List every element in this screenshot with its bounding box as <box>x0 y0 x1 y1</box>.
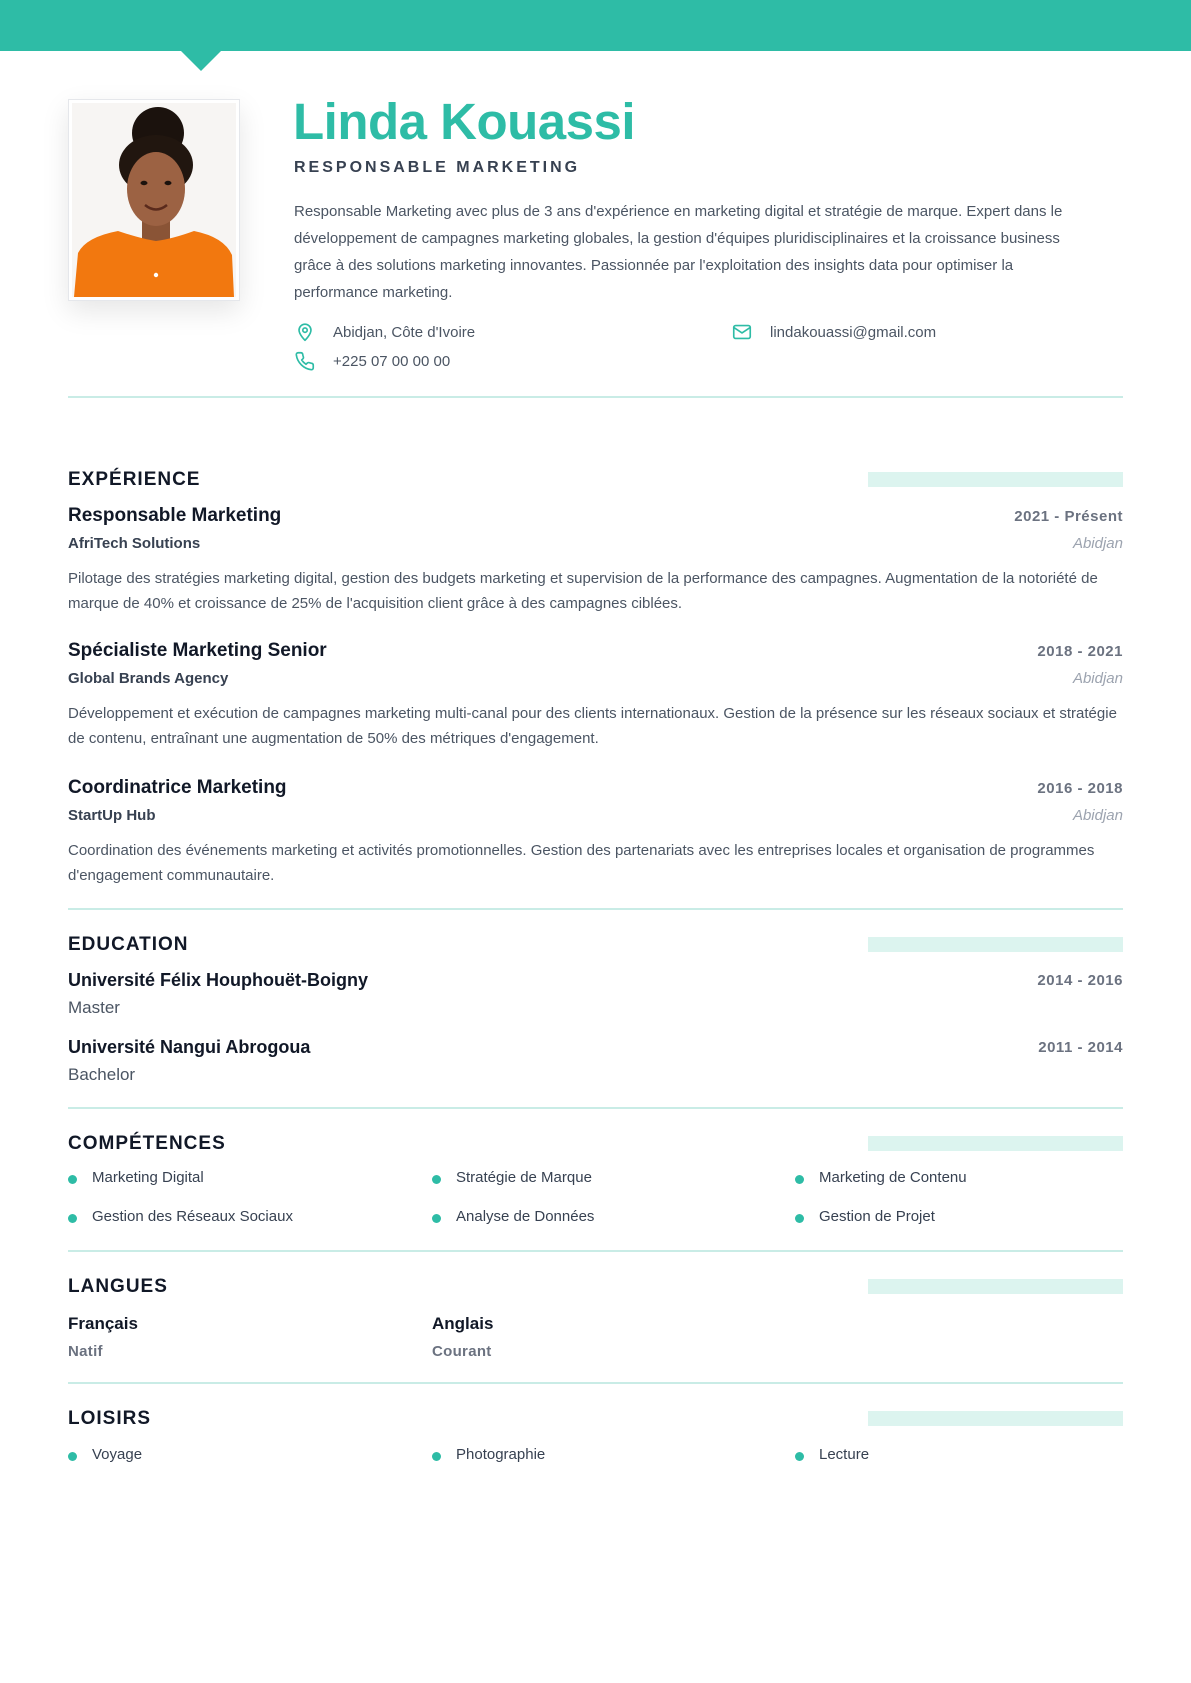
section-accent-bar <box>868 1411 1123 1426</box>
candidate-name: Linda Kouassi <box>293 93 636 150</box>
hobby-item: Lecture <box>795 1446 869 1463</box>
portrait-image <box>72 103 236 297</box>
job-location: Abidjan <box>1072 670 1123 687</box>
job-title: Coordinatrice Marketing <box>68 777 287 798</box>
section-divider <box>68 1382 1123 1384</box>
language-name: Français <box>68 1314 138 1333</box>
section-title-hobbies: LOISIRS <box>68 1408 152 1429</box>
section-accent-bar <box>868 1279 1123 1294</box>
job-location: Abidjan <box>1072 807 1123 824</box>
language-level: Courant <box>432 1343 492 1360</box>
section-title-languages: LANGUES <box>68 1276 168 1297</box>
contact-email <box>731 321 936 343</box>
section-accent-bar <box>868 472 1123 487</box>
skill-item: Marketing Digital <box>68 1169 204 1186</box>
language-name: Anglais <box>432 1314 494 1333</box>
hobby-item: Voyage <box>68 1446 142 1463</box>
mail-icon <box>731 321 753 343</box>
job-company: StartUp Hub <box>68 807 156 824</box>
job-company: Global Brands Agency <box>68 670 229 687</box>
hobby-item: Photographie <box>432 1446 545 1463</box>
phone-text: +225 07 00 00 00 <box>333 352 451 370</box>
section-divider <box>68 908 1123 910</box>
section-accent-bar <box>868 1136 1123 1151</box>
skill-item: Analyse de Données <box>432 1208 594 1225</box>
top-accent-bar <box>0 0 1191 51</box>
section-title-experience: EXPÉRIENCE <box>68 469 201 490</box>
education-degree: Master <box>68 998 120 1017</box>
profile-summary: Responsable Marketing avec plus de 3 ans d'expérience en marketing digital et stratégie de marque. Expert dans le développement de campagnes marketing globales, la gestion d'équipes pluridisciplinaires et la croissance business grâce à des solutions marketing innovantes. Passionnée par l'exploitation des insights data pour optimiser la performance marketing. <box>294 203 1063 301</box>
bullet-dot <box>68 1452 77 1461</box>
education-dates: 2014 - 2016 <box>1037 972 1123 989</box>
bullet-dot <box>68 1214 77 1223</box>
bullet-dot <box>432 1214 441 1223</box>
job-description: Coordination des événements marketing et activités promotionnelles. Gestion des partenariats avec les entreprises locales et organisation de programmes d'engagement communautaire. <box>68 842 1095 884</box>
profile-photo <box>68 99 240 301</box>
phone-icon <box>294 350 316 372</box>
section-divider <box>68 1107 1123 1109</box>
skill-item: Gestion de Projet <box>795 1208 935 1225</box>
bullet-dot <box>795 1214 804 1223</box>
location-text: Abidjan, Côte d'Ivoire <box>333 323 476 341</box>
candidate-role: RESPONSABLE MARKETING <box>294 159 581 176</box>
section-title-education: EDUCATION <box>68 934 189 955</box>
education-school: Université Félix Houphouët-Boigny <box>68 970 369 990</box>
job-description: Pilotage des stratégies marketing digital, gestion des budgets marketing et supervision de la performance des campagnes. Augmentation de la notoriété de marque de 40% et croissance de 25% de l'acquisition client grâce à des campagnes ciblées. <box>68 570 1098 612</box>
education-dates: 2011 - 2014 <box>1038 1039 1123 1056</box>
job-company: AfriTech Solutions <box>68 535 201 552</box>
bullet-dot <box>795 1175 804 1184</box>
contact-location <box>294 321 475 343</box>
bullet-dot <box>432 1452 441 1461</box>
location-pin-icon <box>294 321 316 343</box>
language-level: Natif <box>68 1343 103 1360</box>
job-title: Responsable Marketing <box>68 505 282 526</box>
job-dates: 2021 - Présent <box>1014 508 1123 525</box>
job-dates: 2016 - 2018 <box>1037 780 1123 797</box>
header-divider <box>68 396 1123 398</box>
job-description: Développement et exécution de campagnes marketing multi-canal pour des clients internationaux. Gestion de la présence sur les réseaux sociaux et stratégie de contenu, entraînant une augmentation de 50% des métriques d'engagement. <box>68 705 1117 747</box>
contact-phone <box>294 350 450 372</box>
job-title: Spécialiste Marketing Senior <box>68 640 327 661</box>
education-school: Université Nangui Abrogoua <box>68 1037 311 1057</box>
email-text[interactable]: lindakouassi@gmail.com <box>770 323 937 341</box>
job-dates: 2018 - 2021 <box>1037 643 1123 660</box>
section-title-skills: COMPÉTENCES <box>68 1133 226 1154</box>
skill-item: Gestion des Réseaux Sociaux <box>68 1208 293 1225</box>
section-accent-bar <box>868 937 1123 952</box>
skill-item: Marketing de Contenu <box>795 1169 967 1186</box>
top-bar-notch <box>181 51 221 71</box>
education-degree: Bachelor <box>68 1065 136 1084</box>
job-location: Abidjan <box>1072 535 1123 552</box>
skill-item: Stratégie de Marque <box>432 1169 592 1186</box>
bullet-dot <box>432 1175 441 1184</box>
bullet-dot <box>68 1175 77 1184</box>
bullet-dot <box>795 1452 804 1461</box>
section-divider <box>68 1250 1123 1252</box>
